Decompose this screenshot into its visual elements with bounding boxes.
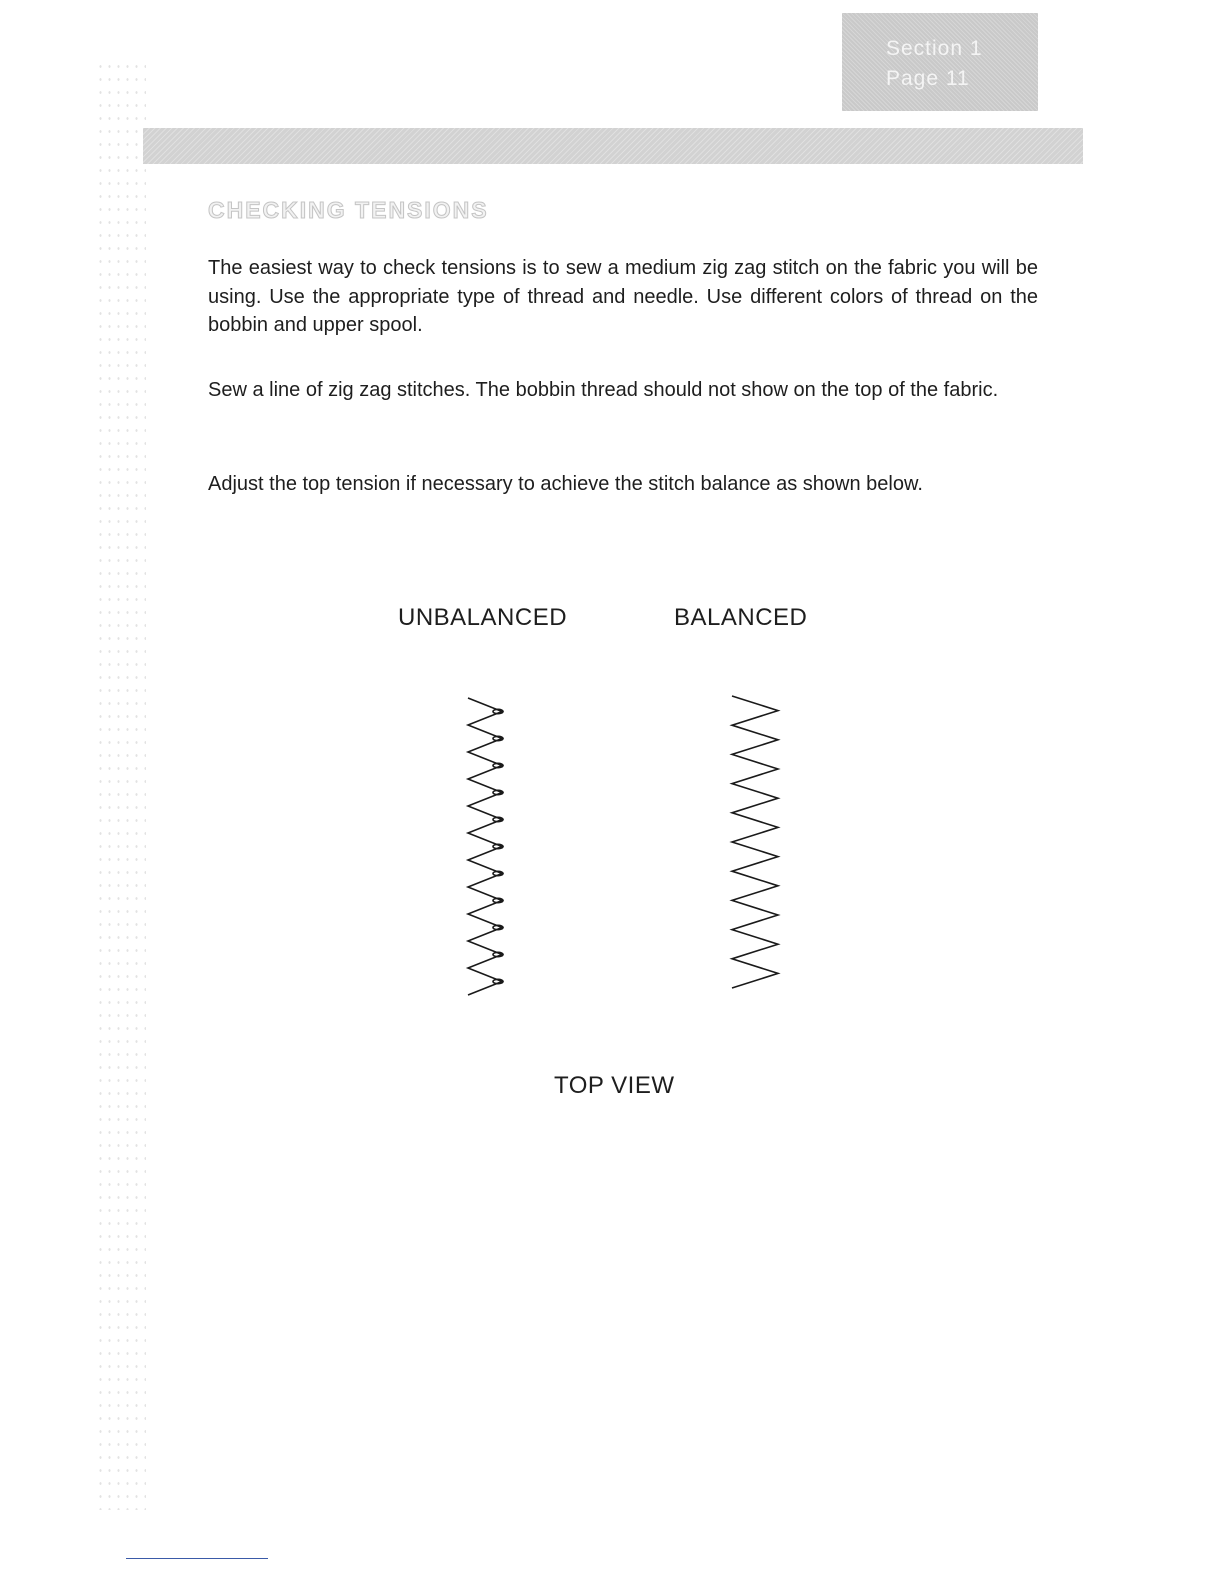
unbalanced-stitch (468, 698, 503, 995)
unbalanced-zigzag (468, 698, 502, 995)
binding-speckle (96, 60, 146, 1510)
balanced-zigzag (732, 696, 778, 988)
balanced-label: BALANCED (674, 604, 808, 631)
header-band (143, 128, 1083, 164)
paragraph-intro: The easiest way to check tensions is to sew a medium zig zag stitch on the fabric you will be using. Use the appropriate type of thread and needle. Use different colors of thread on the bobbin and upper spool. (208, 257, 1038, 336)
top-view-caption: TOP VIEW (554, 1072, 675, 1099)
section-number: Section 1 (886, 37, 983, 60)
page-number: Page 11 (886, 67, 970, 90)
section-tab (842, 13, 1038, 111)
paragraph-adjust: Adjust the top tension if necessary to achieve the stitch balance as shown below. (208, 473, 923, 495)
footer-rule (126, 1558, 268, 1559)
stitch-illustration (390, 660, 820, 1040)
unbalanced-label: UNBALANCED (398, 604, 568, 631)
balanced-stitch (732, 696, 778, 988)
paragraph-sew-line: Sew a line of zig zag stitches. The bobbin thread should not show on the top of the fabric. (208, 379, 999, 401)
page-title: CHECKING TENSIONS (208, 197, 489, 223)
